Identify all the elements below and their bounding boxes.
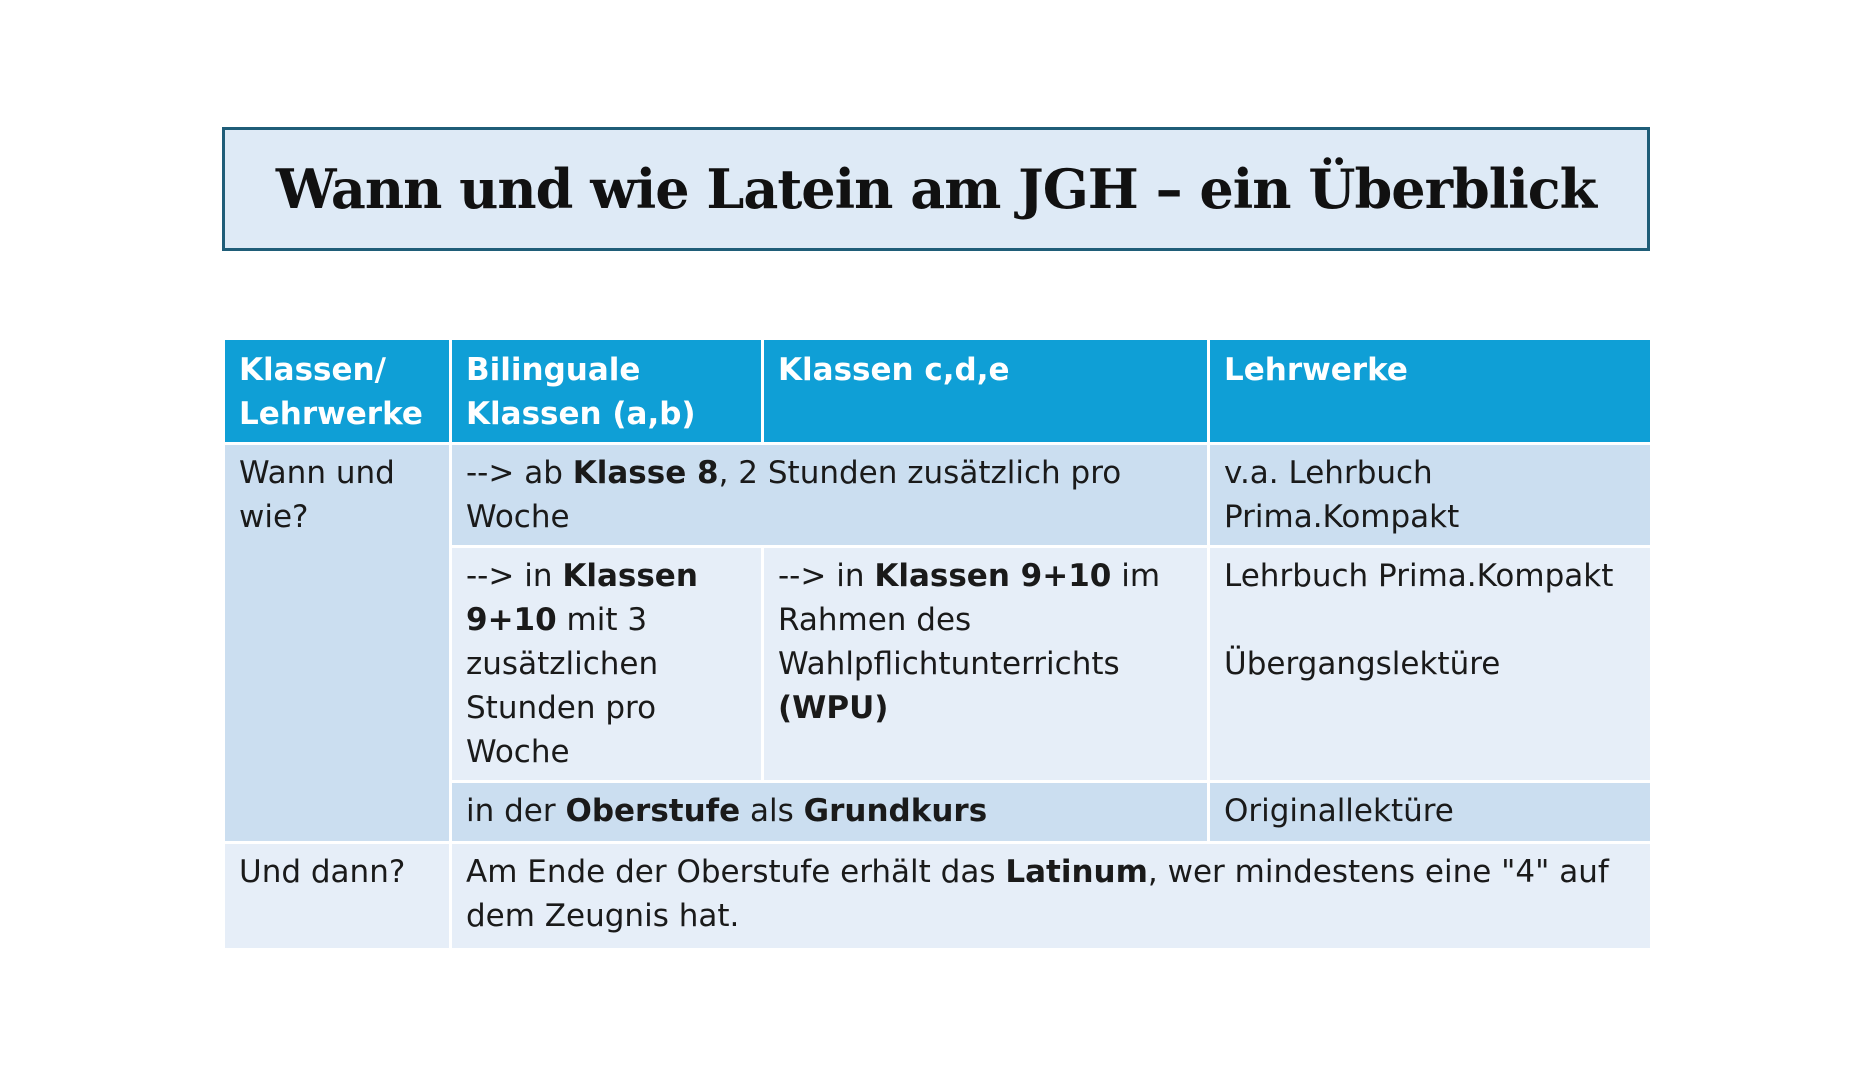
cell-text: Prima.Kompakt <box>1224 499 1460 535</box>
cell-text: Woche <box>466 734 570 770</box>
cell-text: Stunden pro <box>466 690 657 726</box>
header-klassen-cde <box>763 339 1209 444</box>
und-dann-label <box>224 843 451 950</box>
cell-bold-text: Oberstufe <box>565 793 741 829</box>
header-text: Klassen c,d,e <box>778 352 1010 388</box>
row3-lehrwerk <box>1209 782 1652 843</box>
slide-title: Wann und wie Latein am JGH – ein Überblick <box>275 157 1597 221</box>
wann-und-wie-label <box>224 444 451 843</box>
cell-bold-text: Klassen <box>562 558 698 594</box>
cell-text: Wann und <box>239 455 395 491</box>
cell-text: Übergangslektüre <box>1224 646 1501 682</box>
row2-bilingual <box>451 547 763 782</box>
cell-text: Rahmen des <box>778 602 972 638</box>
cell-bold-text: 9+10 <box>466 602 557 638</box>
cell-bold-text: Latinum <box>1005 854 1148 890</box>
cell-text: dem Zeugnis hat. <box>466 898 740 934</box>
table-row <box>224 444 1652 547</box>
cell-bold-text: Klasse 8 <box>572 455 719 491</box>
header-row <box>224 339 1652 444</box>
overview-table <box>222 337 1653 951</box>
cell-text: Lehrbuch Prima.Kompakt <box>1224 558 1614 594</box>
cell-text: Am Ende der Oberstufe erhält das <box>466 854 1006 890</box>
header-text: Klassen (a,b) <box>466 396 696 432</box>
cell-text: als <box>740 793 804 829</box>
row3-oberstufe <box>451 782 1209 843</box>
cell-text: Originallektüre <box>1224 793 1454 829</box>
cell-text: , 2 Stunden zusätzlich pro <box>718 455 1122 491</box>
cell-text: Wahlpflichtunterrichts <box>778 646 1120 682</box>
row2-lehrwerk <box>1209 547 1652 782</box>
cell-bold-text: (WPU) <box>778 690 889 726</box>
header-text: Klassen/ <box>239 352 386 388</box>
cell-bold-text: Klassen 9+10 <box>874 558 1112 594</box>
cell-bold-text: Grundkurs <box>803 793 988 829</box>
row1-description <box>451 444 1209 547</box>
cell-text: in der <box>466 793 566 829</box>
cell-text: mit 3 <box>556 602 648 638</box>
cell-text: --> ab <box>466 455 573 491</box>
table-row <box>224 843 1652 950</box>
cell-text: --> in <box>778 558 875 594</box>
row1-lehrwerk <box>1209 444 1652 547</box>
cell-text: v.a. Lehrbuch <box>1224 455 1433 491</box>
cell-text: --> in <box>466 558 563 594</box>
header-text: Lehrwerke <box>239 396 423 432</box>
cell-text: Woche <box>466 499 570 535</box>
row4-latinum <box>451 843 1652 950</box>
header-lehrwerke <box>1209 339 1652 444</box>
cell-text: , wer mindestens eine "4" auf <box>1147 854 1609 890</box>
header-bilinguale-klassen <box>451 339 763 444</box>
title-box <box>222 127 1650 251</box>
row2-klassen-cde <box>763 547 1209 782</box>
cell-text: im <box>1111 558 1161 594</box>
header-klassen-lehrwerke <box>224 339 451 444</box>
header-text: Lehrwerke <box>1224 352 1408 388</box>
cell-text: zusätzlichen <box>466 646 659 682</box>
cell-text: wie? <box>239 499 309 535</box>
cell-text: Und dann? <box>239 854 406 890</box>
header-text: Bilinguale <box>466 352 641 388</box>
